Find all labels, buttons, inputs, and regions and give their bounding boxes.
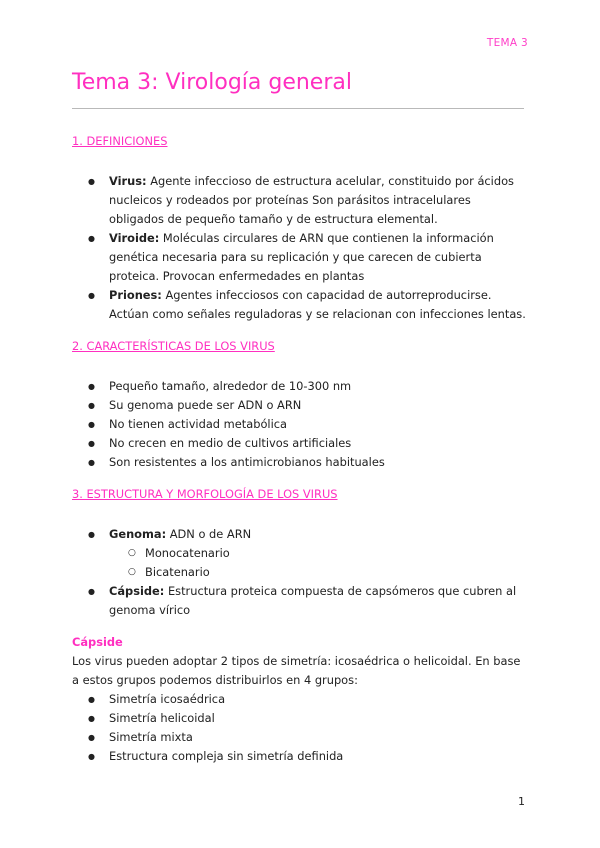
title-divider bbox=[72, 108, 524, 109]
definition-item-priones bbox=[72, 286, 528, 324]
structure-term: Cápside: bbox=[109, 584, 165, 598]
list-item: ● Son resistentes a los antimicrobianos habituales bbox=[72, 453, 528, 472]
definition-term: Virus: bbox=[109, 174, 147, 188]
list-item: ● No crecen en medio de cultivos artificiales bbox=[72, 434, 528, 453]
section-heading-caracteristicas: 2. CARACTERÍSTICAS DE LOS VIRUS bbox=[72, 339, 275, 353]
page-number: 1 bbox=[518, 795, 525, 808]
sub-list-item: ○ Monocatenario bbox=[72, 544, 528, 563]
definition-item-virus bbox=[72, 172, 528, 229]
list-item: ● Simetría helicoidal bbox=[72, 709, 528, 728]
symmetry-list bbox=[72, 690, 528, 766]
definition-text: Moléculas circulares de ARN que contienen la información genética necesaria para su replicación y que carecen de cubierta proteica. Provocan enfermedades en plantas bbox=[109, 231, 494, 283]
definition-item-viroide bbox=[72, 229, 528, 286]
structure-item-genoma bbox=[72, 525, 528, 544]
definitions-list bbox=[72, 172, 528, 324]
sub-list-item: ○ Bicatenario bbox=[72, 563, 528, 582]
structure-list bbox=[72, 525, 528, 620]
capside-paragraph: Los virus pueden adoptar 2 tipos de simetría: icosaédrica o helicoidal. En base a estos grupos podemos distribuirlos en 4 grupos: bbox=[72, 654, 521, 687]
structure-text: Estructura proteica compuesta de capsómeros que cubren al genoma vírico bbox=[109, 584, 517, 617]
list-item: ● Simetría mixta bbox=[72, 728, 528, 747]
list-item: ● Su genoma puede ser ADN o ARN bbox=[72, 396, 528, 415]
subsection-heading-capside: Cápside bbox=[72, 635, 123, 649]
definition-term: Priones: bbox=[109, 288, 162, 302]
structure-item-capside bbox=[72, 582, 528, 620]
list-item: ● Simetría icosaédrica bbox=[72, 690, 528, 709]
section-heading-estructura: 3. ESTRUCTURA Y MORFOLOGÍA DE LOS VIRUS bbox=[72, 487, 338, 501]
list-item: ● Pequeño tamaño, alrededor de 10-300 nm bbox=[72, 377, 528, 396]
definition-term: Viroide: bbox=[109, 231, 160, 245]
structure-text: ADN o de ARN bbox=[166, 527, 252, 541]
characteristics-list bbox=[72, 377, 528, 472]
list-item: ● No tienen actividad metabólica bbox=[72, 415, 528, 434]
list-item: ● Estructura compleja sin simetría definida bbox=[72, 747, 528, 766]
page-title: Tema 3: Virología general bbox=[72, 70, 352, 95]
structure-term: Genoma: bbox=[109, 527, 167, 541]
section-heading-definiciones: 1. DEFINICIONES bbox=[72, 134, 168, 148]
definition-text: Agente infeccioso de estructura acelular, constituido por ácidos nucleicos y rodeados por proteínas Son parásitos intracelulares obligados de pequeño tamaño y de estructura elemental. bbox=[109, 174, 514, 226]
document-body bbox=[72, 132, 528, 766]
definition-text: Agentes infecciosos con capacidad de autorreproducirse. Actúan como señales reguladoras y se relacionan con infecciones lentas. bbox=[109, 288, 526, 321]
header-tag: TEMA 3 bbox=[486, 37, 528, 49]
